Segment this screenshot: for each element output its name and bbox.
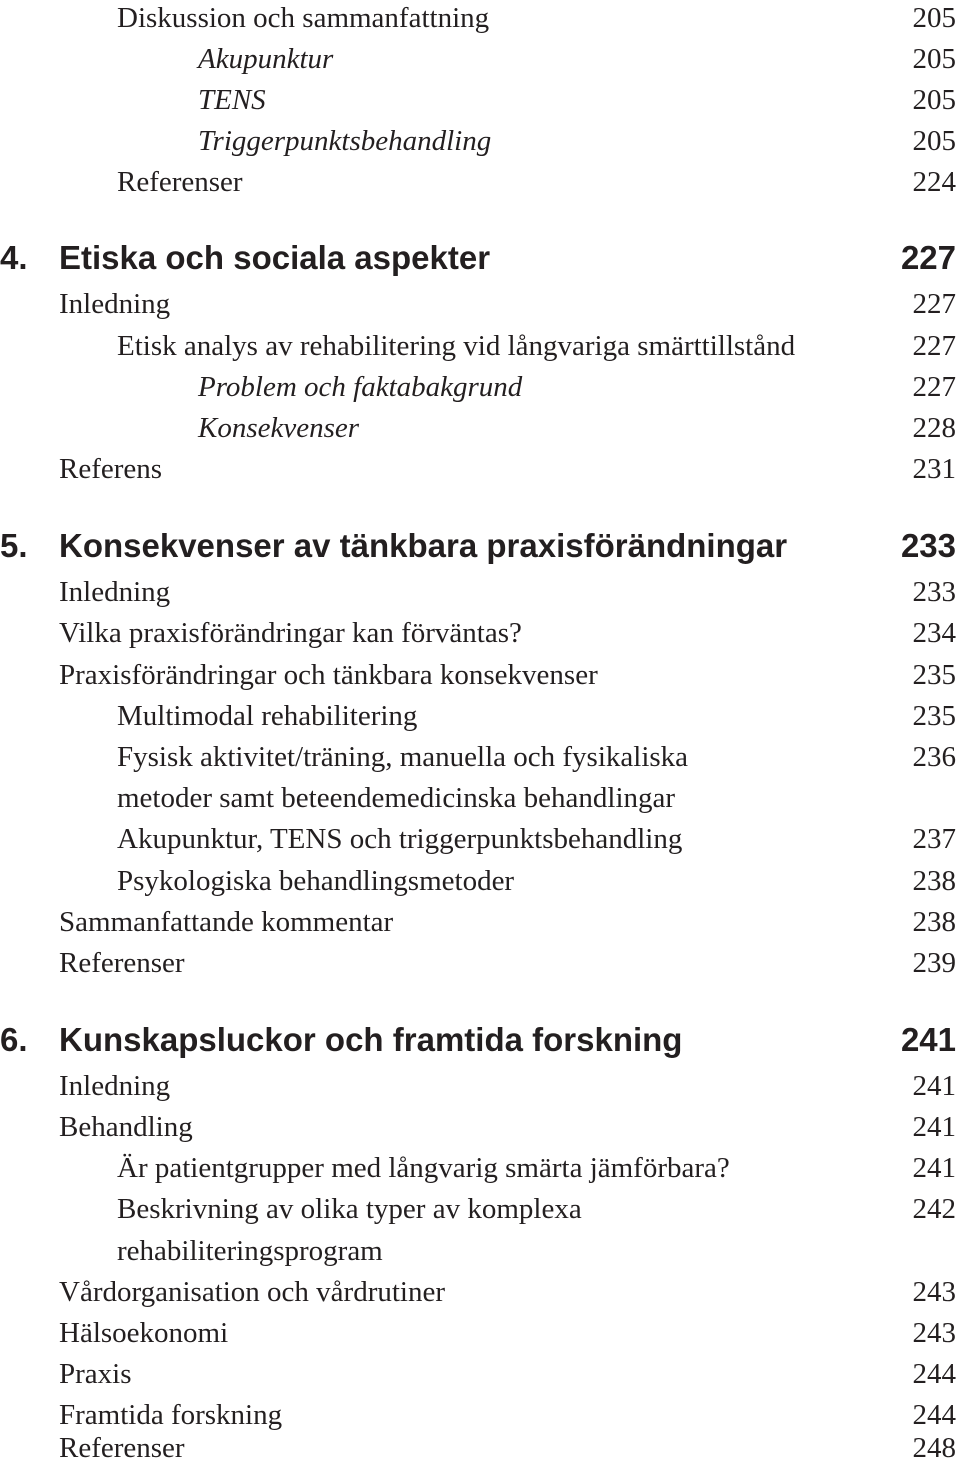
toc-entry <box>0 1107 960 1148</box>
toc-entry <box>0 696 960 737</box>
toc-entry-page: 244 <box>912 1399 956 1431</box>
chapter-number: 6. <box>0 1021 28 1058</box>
toc-entry-page: 205 <box>912 125 956 157</box>
toc-entry-title: Hälsoekonomi <box>59 1317 229 1349</box>
toc-entry-title: Vårdorganisation och vårdrutiner <box>59 1276 446 1308</box>
chapter-title: Kunskapsluckor och framtida forskning <box>59 1021 683 1058</box>
toc-entry <box>0 1313 960 1354</box>
toc-entry-title: Psykologiska behandlingsmetoder <box>117 865 515 897</box>
toc-entry <box>0 162 960 203</box>
toc-entry-title: Akupunktur <box>198 43 334 75</box>
toc-entry-page: 243 <box>912 1317 956 1349</box>
toc-entry-title: Referenser <box>59 1432 185 1464</box>
toc-entry-page: 237 <box>912 823 956 855</box>
toc-entry <box>0 902 960 943</box>
chapter-heading-4 <box>0 235 960 281</box>
toc-entry <box>0 943 960 984</box>
toc-entry-page: 235 <box>912 659 956 691</box>
toc-entry-title: Referens <box>59 453 163 485</box>
toc-entry-page: 243 <box>912 1276 956 1308</box>
chapter-page: 227 <box>900 239 956 276</box>
toc-entry-continuation <box>0 1231 960 1272</box>
toc-entry-title: Inledning <box>59 288 171 320</box>
toc-entry-page: 227 <box>912 288 956 320</box>
toc-entry-page: 205 <box>912 43 956 75</box>
toc-entry-title: Är patientgrupper med långvarig smärta jämförbara? <box>117 1152 730 1184</box>
toc-entry-page: 239 <box>912 947 956 979</box>
chapter-heading-5 <box>0 523 960 569</box>
toc-entry-title: Referenser <box>117 166 243 198</box>
toc-entry-page: 224 <box>912 166 956 198</box>
chapter-title: Konsekvenser av tänkbara praxisförändningar <box>59 527 788 564</box>
toc-entry-page: 227 <box>912 371 956 403</box>
chapter-title: Etiska och sociala aspekter <box>59 239 491 276</box>
toc-entry-title: rehabiliteringsprogram <box>117 1235 383 1267</box>
toc-entry-page: 238 <box>912 865 956 897</box>
toc-entry-page: 248 <box>912 1432 956 1464</box>
toc-entry-page: 228 <box>912 412 956 444</box>
toc-entry <box>0 39 960 80</box>
toc-entry-page: 241 <box>912 1070 956 1102</box>
toc-entry-title: Sammanfattande kommentar <box>59 906 394 938</box>
toc-entry-page: 205 <box>912 2 956 34</box>
toc-entry <box>0 861 960 902</box>
toc-entry-title: Konsekvenser <box>198 412 360 444</box>
toc-entry-page: 205 <box>912 84 956 116</box>
toc-entry <box>0 326 960 367</box>
toc-entry <box>0 121 960 162</box>
toc-entry-page: 234 <box>912 617 956 649</box>
toc-entry <box>0 655 960 696</box>
toc-entry-page: 227 <box>912 330 956 362</box>
toc-entry-title: Inledning <box>59 576 171 608</box>
toc-entry-title: Inledning <box>59 1070 171 1102</box>
toc-entry-title: Framtida forskning <box>59 1399 283 1431</box>
chapter-heading-6 <box>0 1017 960 1063</box>
toc-entry <box>0 572 960 613</box>
chapter-page: 241 <box>900 1021 956 1058</box>
toc-entry <box>0 613 960 654</box>
toc-entry <box>0 367 960 408</box>
toc-entry-title: metoder samt beteendemedicinska behandlingar <box>117 782 676 814</box>
toc-entry <box>0 449 960 490</box>
toc-entry-page: 231 <box>912 453 956 485</box>
toc-entry-title: Problem och faktabakgrund <box>198 371 523 403</box>
toc-entry <box>0 1272 960 1313</box>
toc-entry-title: Referenser <box>59 947 185 979</box>
toc-entry-title: Vilka praxisförändringar kan förväntas? <box>59 617 522 649</box>
toc-entry-page: 233 <box>912 576 956 608</box>
chapter-number: 5. <box>0 527 28 564</box>
toc-entry-page: 238 <box>912 906 956 938</box>
toc-entry <box>0 1189 960 1230</box>
toc-entry-title: Akupunktur, TENS och triggerpunktsbehandling <box>117 823 683 855</box>
toc-entry-continuation <box>0 778 960 819</box>
toc-entry-page: 236 <box>912 741 956 773</box>
chapter-page: 233 <box>900 527 956 564</box>
chapter-number: 4. <box>0 239 28 276</box>
toc-entry <box>0 80 960 121</box>
toc-entry-page: 235 <box>912 700 956 732</box>
toc-entry <box>0 284 960 325</box>
toc-entry-page: 241 <box>912 1152 956 1184</box>
toc-entry-page: 242 <box>912 1193 956 1225</box>
toc-entry <box>0 737 960 778</box>
toc-entry-title: Beskrivning av olika typer av komplexa <box>117 1193 582 1225</box>
toc-entry-title: TENS <box>198 84 266 116</box>
toc-entry <box>0 0 960 39</box>
toc-entry-title: Fysisk aktivitet/träning, manuella och fysikaliska <box>117 741 689 773</box>
toc-entry <box>0 1148 960 1189</box>
toc-entry-title: Etisk analys av rehabilitering vid långvariga smärttillstånd <box>117 330 796 362</box>
toc-entry-title: Praxisförändringar och tänkbara konsekvenser <box>59 659 598 691</box>
toc-entry <box>0 1428 960 1469</box>
toc-entry-title: Behandling <box>59 1111 193 1143</box>
toc-entry-title: Diskussion och sammanfattning <box>117 2 490 34</box>
toc-entry-page: 244 <box>912 1358 956 1390</box>
toc-entry <box>0 819 960 860</box>
toc-entry <box>0 1066 960 1107</box>
toc-entry-title: Multimodal rehabilitering <box>117 700 418 732</box>
toc-entry-title: Praxis <box>59 1358 132 1390</box>
toc-entry <box>0 1354 960 1395</box>
toc-entry <box>0 408 960 449</box>
toc-entry-title: Triggerpunktsbehandling <box>198 125 492 157</box>
toc-entry-page: 241 <box>912 1111 956 1143</box>
